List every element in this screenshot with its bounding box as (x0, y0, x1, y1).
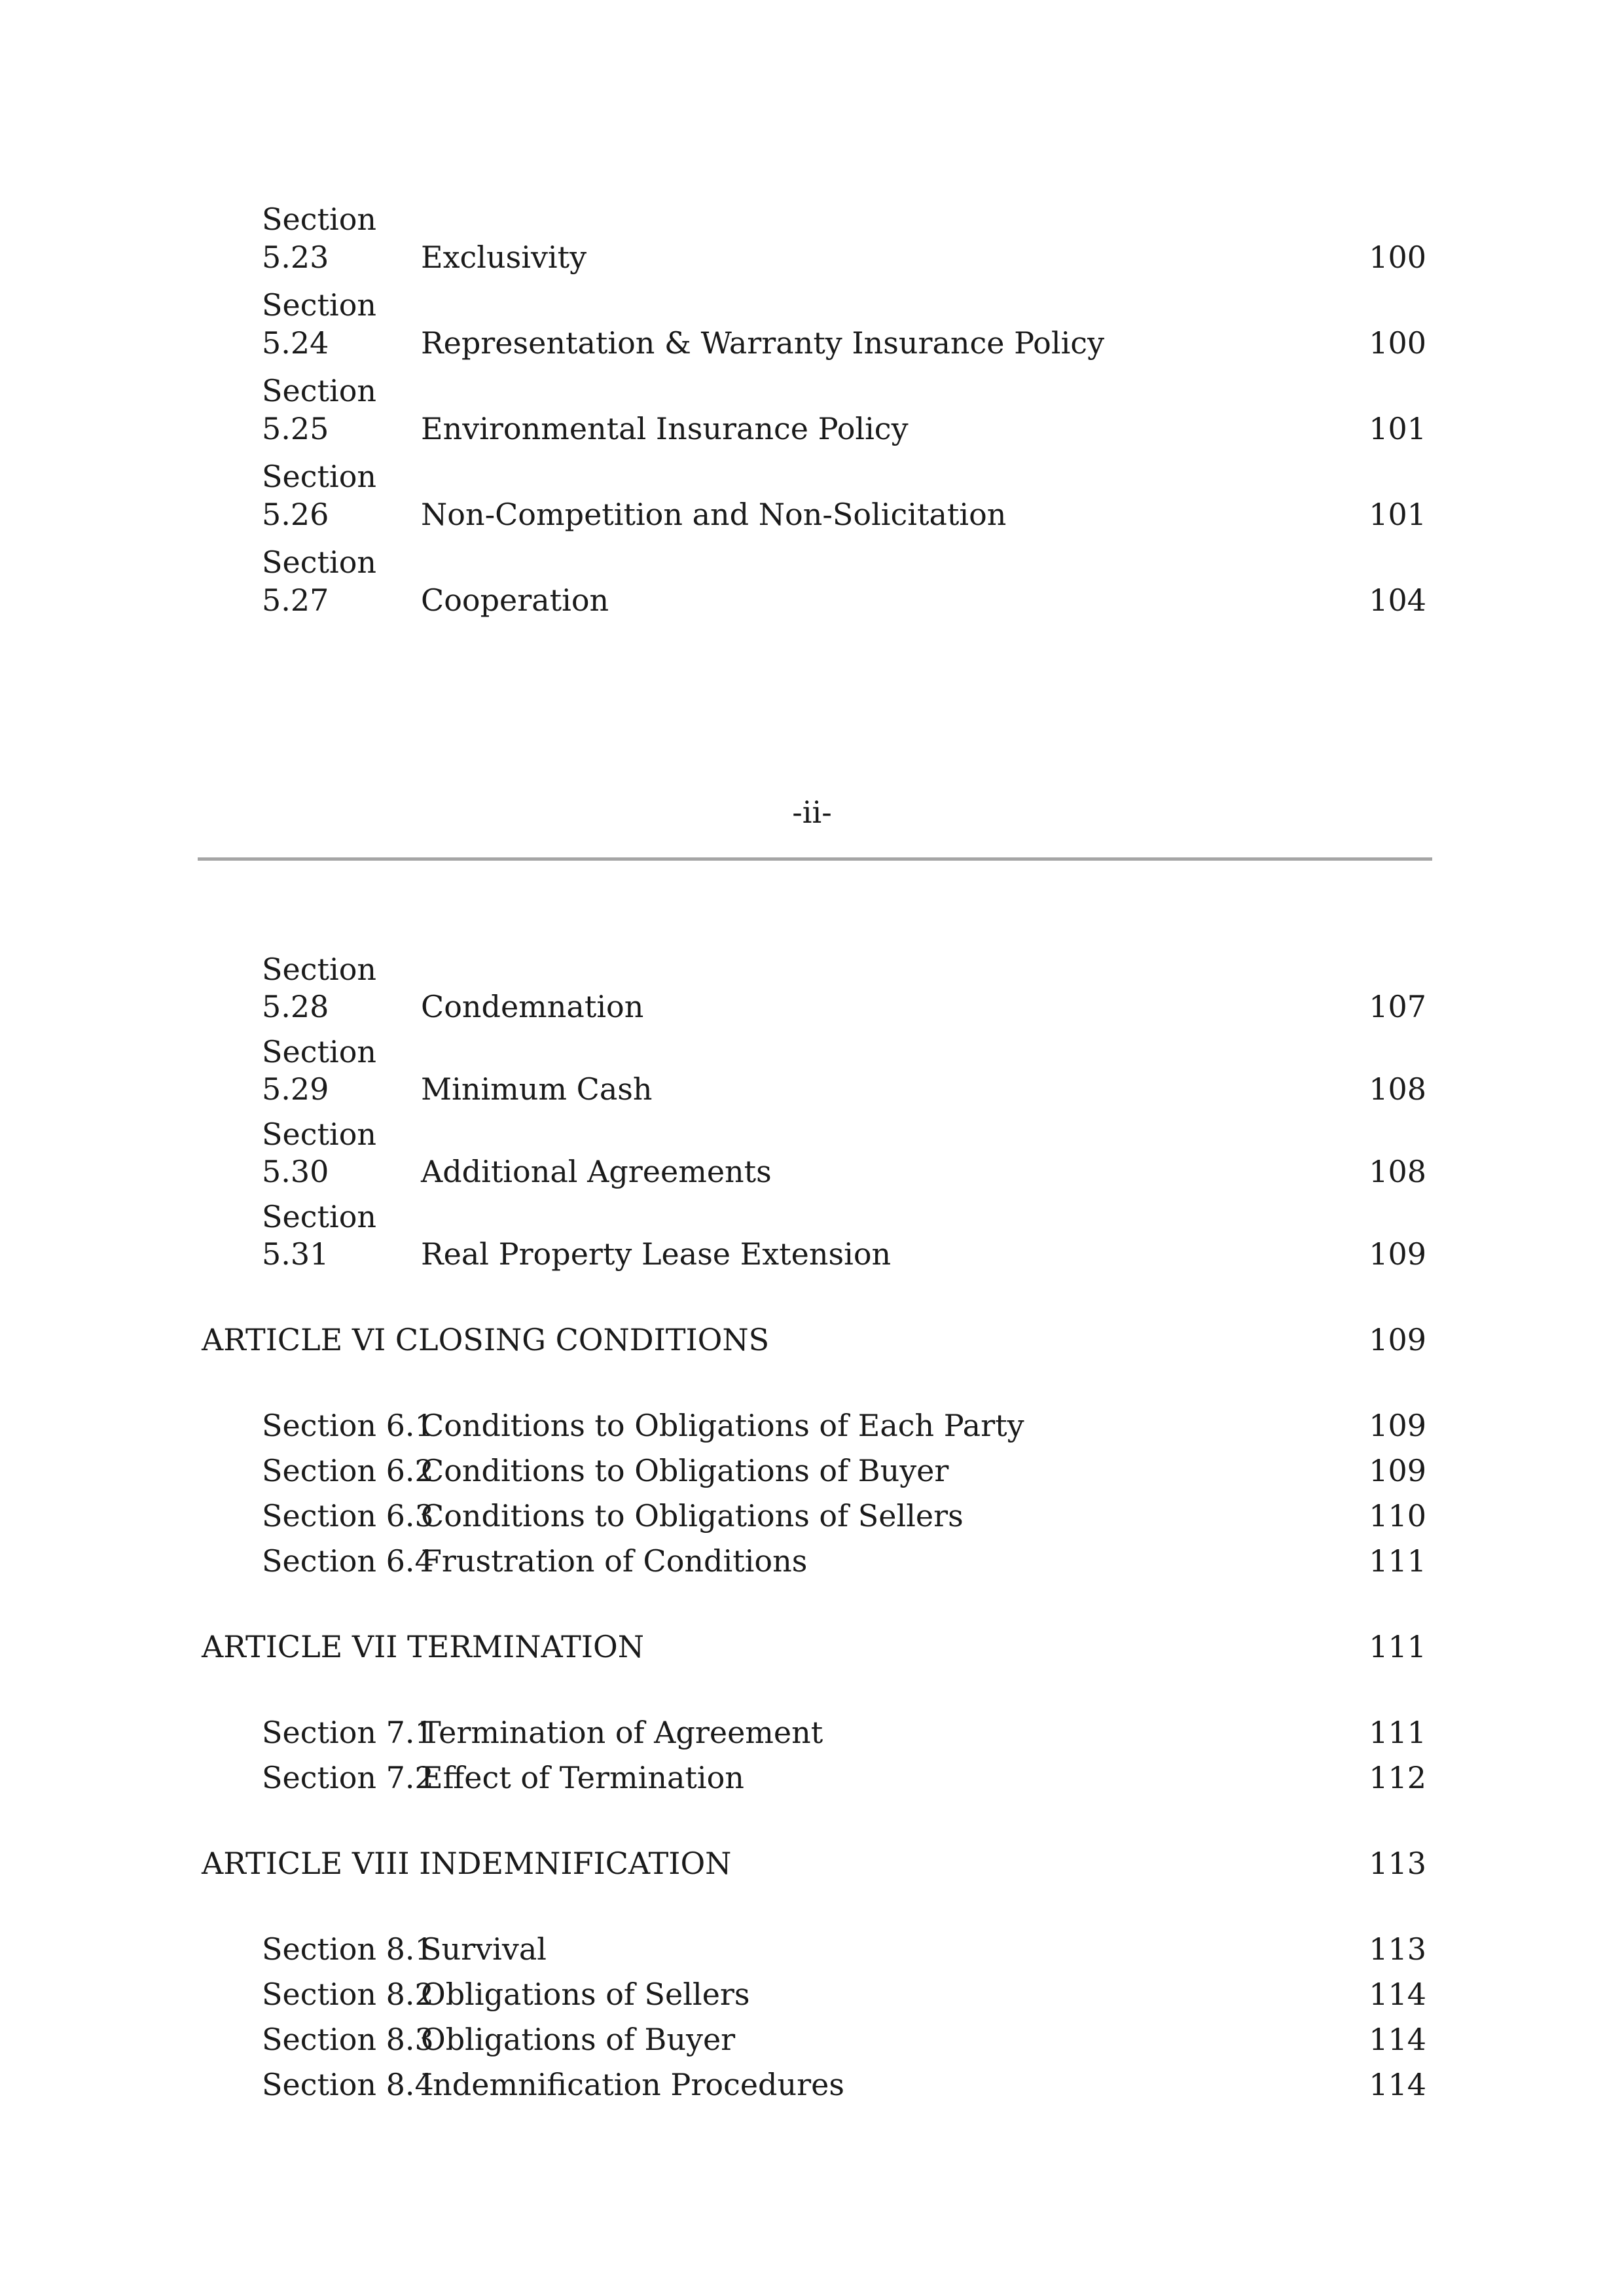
toc-entry-line[interactable] (0, 585, 1624, 624)
section-number: Section 6.4 (262, 1543, 434, 1579)
section-number: Section 8.4 (262, 2067, 434, 2102)
page-number: 113 (1369, 1931, 1426, 1967)
section-number: 5.29 (262, 1071, 329, 1107)
section-title: Minimum Cash (421, 1071, 653, 1107)
section-label: Section (262, 1199, 377, 1234)
section-label: Section (262, 202, 377, 237)
page-number: 114 (1369, 2022, 1426, 2057)
section-number: 5.28 (262, 989, 329, 1024)
section-title: Conditions to Obligations of Each Party (421, 1408, 1024, 1443)
page-number: 100 (1369, 325, 1426, 361)
article-title: ARTICLE VIII INDEMNIFICATION (202, 1846, 732, 1881)
toc-entry[interactable] (0, 1717, 1624, 1757)
section-label: Section (262, 373, 377, 408)
page-break-divider (198, 857, 1432, 861)
toc-entry[interactable] (0, 1543, 1624, 1585)
section-title: Indemnification Procedures (421, 2067, 844, 2102)
section-number: 5.26 (262, 497, 329, 532)
page-number: 114 (1369, 2067, 1426, 2102)
page-number: 112 (1369, 1760, 1426, 1795)
section-number: 5.30 (262, 1154, 329, 1189)
section-title: Real Property Lease Extension (421, 1236, 892, 1272)
section-label: Section (262, 287, 377, 323)
section-title: Termination of Agreement (421, 1715, 823, 1750)
toc-entry[interactable] (0, 1498, 1624, 1540)
toc-entry[interactable] (0, 1119, 1624, 1158)
toc-entry[interactable] (0, 547, 1624, 586)
section-title: Condemnation (421, 989, 644, 1024)
section-label: Section (262, 459, 377, 494)
section-number: 5.25 (262, 411, 329, 446)
page-number: 109 (1369, 1236, 1426, 1272)
article-heading[interactable] (0, 1848, 1624, 1888)
toc-entry[interactable] (0, 204, 1624, 243)
page-number: 101 (1369, 497, 1426, 532)
section-number: Section 7.1 (262, 1715, 434, 1750)
page-number: 114 (1369, 1977, 1426, 2012)
page-number: 108 (1369, 1071, 1426, 1107)
toc-entry[interactable] (0, 461, 1624, 501)
section-number: Section 6.1 (262, 1408, 434, 1443)
toc-entry[interactable] (0, 2067, 1624, 2109)
section-number: 5.23 (262, 240, 329, 275)
page-number: 108 (1369, 1154, 1426, 1189)
toc-entry[interactable] (0, 1199, 1624, 1241)
section-title: Additional Agreements (421, 1154, 772, 1189)
section-title: Cooperation (421, 583, 609, 618)
section-title: Obligations of Sellers (421, 1977, 750, 2012)
toc-entry[interactable] (0, 1979, 1624, 2018)
page-number: 111 (1369, 1715, 1426, 1750)
section-title: Environmental Insurance Policy (421, 411, 909, 446)
section-title: Conditions to Obligations of Sellers (421, 1498, 964, 1534)
toc-entry[interactable] (0, 1034, 1624, 1076)
section-label: Section (262, 545, 377, 580)
section-number: Section 6.3 (262, 1498, 434, 1534)
article-title: ARTICLE VII TERMINATION (202, 1629, 644, 1664)
page-number: 111 (1369, 1629, 1426, 1664)
article-heading[interactable] (0, 1322, 1624, 1364)
section-title: Frustration of Conditions (421, 1543, 808, 1579)
section-title: Representation & Warranty Insurance Policy (421, 325, 1105, 361)
toc-entry-line[interactable] (0, 1236, 1624, 1278)
page-number: 109 (1369, 1408, 1426, 1443)
section-label: Section (262, 1034, 377, 1069)
page-number: 109 (1369, 1453, 1426, 1488)
page-number: 111 (1369, 1543, 1426, 1579)
section-number: 5.31 (262, 1236, 329, 1272)
toc-entry-line[interactable] (0, 989, 1624, 1031)
toc-entry[interactable] (0, 1410, 1624, 1450)
section-number: Section 8.1 (262, 1931, 434, 1967)
section-number: Section 7.2 (262, 1760, 434, 1795)
toc-entry-line[interactable] (0, 499, 1624, 539)
toc-entry[interactable] (0, 287, 1624, 329)
section-title: Conditions to Obligations of Buyer (421, 1453, 949, 1488)
toc-entry[interactable] (0, 2024, 1624, 2064)
article-title: ARTICLE VI CLOSING CONDITIONS (202, 1322, 770, 1357)
page-number: 113 (1369, 1846, 1426, 1881)
page-number: 100 (1369, 240, 1426, 275)
article-heading[interactable] (0, 1629, 1624, 1671)
section-title: Obligations of Buyer (421, 2022, 736, 2057)
section-label: Section (262, 1117, 377, 1152)
page-number: 104 (1369, 583, 1426, 618)
toc-entry[interactable] (0, 1931, 1624, 1973)
toc-entry-line[interactable] (0, 242, 1624, 281)
section-number: 5.27 (262, 583, 329, 618)
section-title: Non-Competition and Non-Solicitation (421, 497, 1007, 532)
toc-entry-line[interactable] (0, 1154, 1624, 1196)
toc-entry-line[interactable] (0, 325, 1624, 367)
section-number: Section 6.2 (262, 1453, 434, 1488)
page-number: 109 (1369, 1322, 1426, 1357)
page-number: 101 (1369, 411, 1426, 446)
section-number: Section 8.2 (262, 1977, 434, 2012)
section-title: Effect of Termination (421, 1760, 744, 1795)
page-number: 107 (1369, 989, 1426, 1024)
toc-entry[interactable] (0, 954, 1624, 994)
section-number: Section 8.3 (262, 2022, 434, 2057)
toc-entry-line[interactable] (0, 1071, 1624, 1113)
toc-entry[interactable] (0, 373, 1624, 415)
toc-entry-line[interactable] (0, 411, 1624, 453)
page-number-footer: -ii- (792, 795, 832, 830)
section-number: 5.24 (262, 325, 329, 361)
toc-entry[interactable] (0, 1453, 1624, 1495)
section-title: Survival (421, 1931, 547, 1967)
section-label: Section (262, 952, 377, 987)
toc-entry[interactable] (0, 1760, 1624, 1802)
section-title: Exclusivity (421, 240, 587, 275)
page-number: 110 (1369, 1498, 1426, 1534)
